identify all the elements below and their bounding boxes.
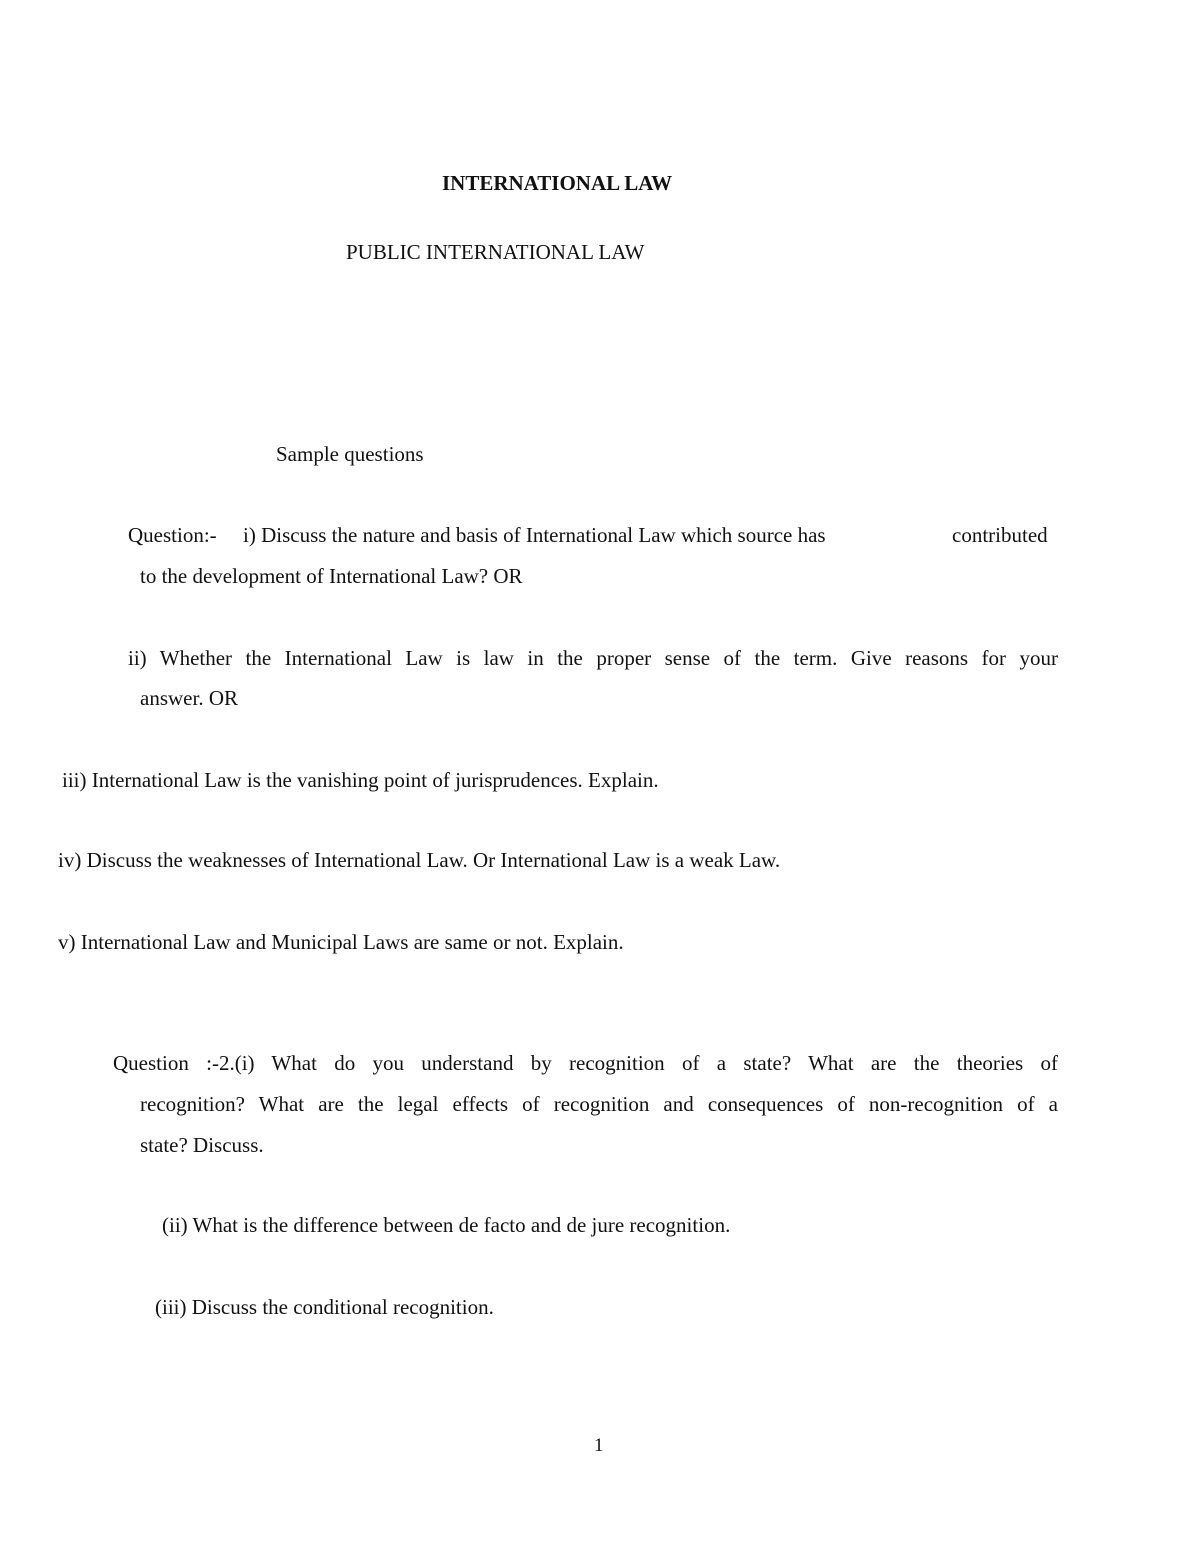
question1-part-v: v) International Law and Municipal Laws are same or not. Explain. <box>58 930 624 954</box>
question1-part-iii: iii) International Law is the vanishing point of jurisprudences. Explain. <box>62 768 659 792</box>
document-subtitle: PUBLIC INTERNATIONAL LAW <box>346 240 645 264</box>
document-title: INTERNATIONAL LAW <box>442 171 673 195</box>
question2-part-i-line2: recognition? What are the legal effects of recognition and consequences of non-recognition of a <box>140 1092 1058 1116</box>
question2-part-i-line1: Question :-2.(i) What do you understand by recognition of a state? What are the theories of <box>113 1051 1058 1075</box>
section-heading: Sample questions <box>276 442 424 466</box>
question2-part-ii: (ii) What is the difference between de facto and de jure recognition. <box>162 1213 731 1237</box>
question1-part-i-line2: to the development of International Law? OR <box>140 564 523 588</box>
question1-part-i-line1-end: contributed <box>952 523 1048 547</box>
question1-part-i-line1: i) Discuss the nature and basis of International Law which source has <box>243 523 826 547</box>
question2-part-i-line3: state? Discuss. <box>140 1133 264 1157</box>
question1-part-ii-line1: ii) Whether the International Law is law in the proper sense of the term. Give reasons for your <box>128 646 1058 670</box>
question1-prefix: Question:- <box>128 523 217 547</box>
question1-part-iv: iv) Discuss the weaknesses of International Law. Or International Law is a weak Law. <box>58 848 781 872</box>
question1-part-ii-line2: answer. OR <box>140 686 238 710</box>
question2-part-iii: (iii) Discuss the conditional recognition. <box>155 1295 494 1319</box>
page-number: 1 <box>594 1435 604 1456</box>
